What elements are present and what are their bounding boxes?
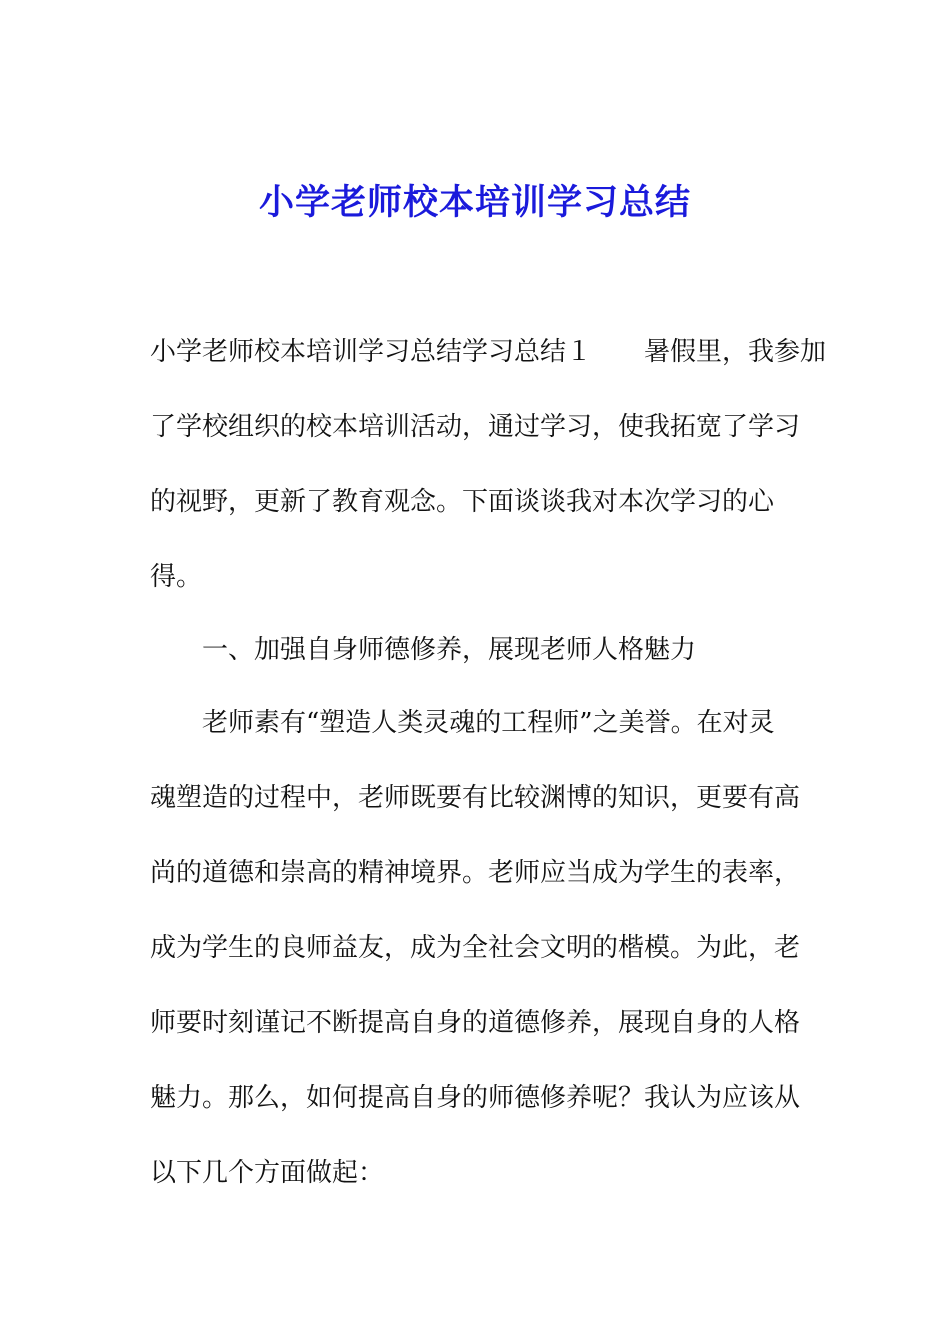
text-line: 以下几个方面做起：: [150, 1158, 385, 1188]
text-line: 魂塑造的过程中，老师既要有比较渊博的知识，更要有高: [150, 783, 801, 813]
text-line: 成为学生的良师益友，成为全社会文明的楷模。为此，老: [150, 933, 801, 963]
text-line: 得。: [150, 562, 203, 592]
text-line: 尚的道德和崇高的精神境界。老师应当成为学生的表率，: [150, 858, 801, 888]
section-heading-1: [150, 613, 810, 688]
paragraph-body: [150, 686, 810, 1211]
text-line: 小学老师校本培训学习总结学习总结１ 暑假里，我参加: [150, 337, 827, 367]
text-line: 了学校组织的校本培训活动，通过学习，使我拓宽了学习: [150, 412, 801, 442]
text-line: 师要时刻谨记不断提高自身的道德修养，展现自身的人格: [150, 1008, 801, 1038]
text-line: 老师素有“塑造人类灵魂的工程师”之美誉。在对灵: [202, 708, 775, 738]
text-line: 魅力。那么，如何提高自身的师德修养呢？我认为应该从: [150, 1083, 801, 1113]
text-line: 的视野，更新了教育观念。下面谈谈我对本次学习的心: [150, 487, 775, 517]
section-heading-text: 一、加强自身师德修养，展现老师人格魅力: [202, 635, 697, 665]
document-title: 小学老师校本培训学习总结: [258, 182, 691, 223]
paragraph-intro: [150, 315, 827, 615]
